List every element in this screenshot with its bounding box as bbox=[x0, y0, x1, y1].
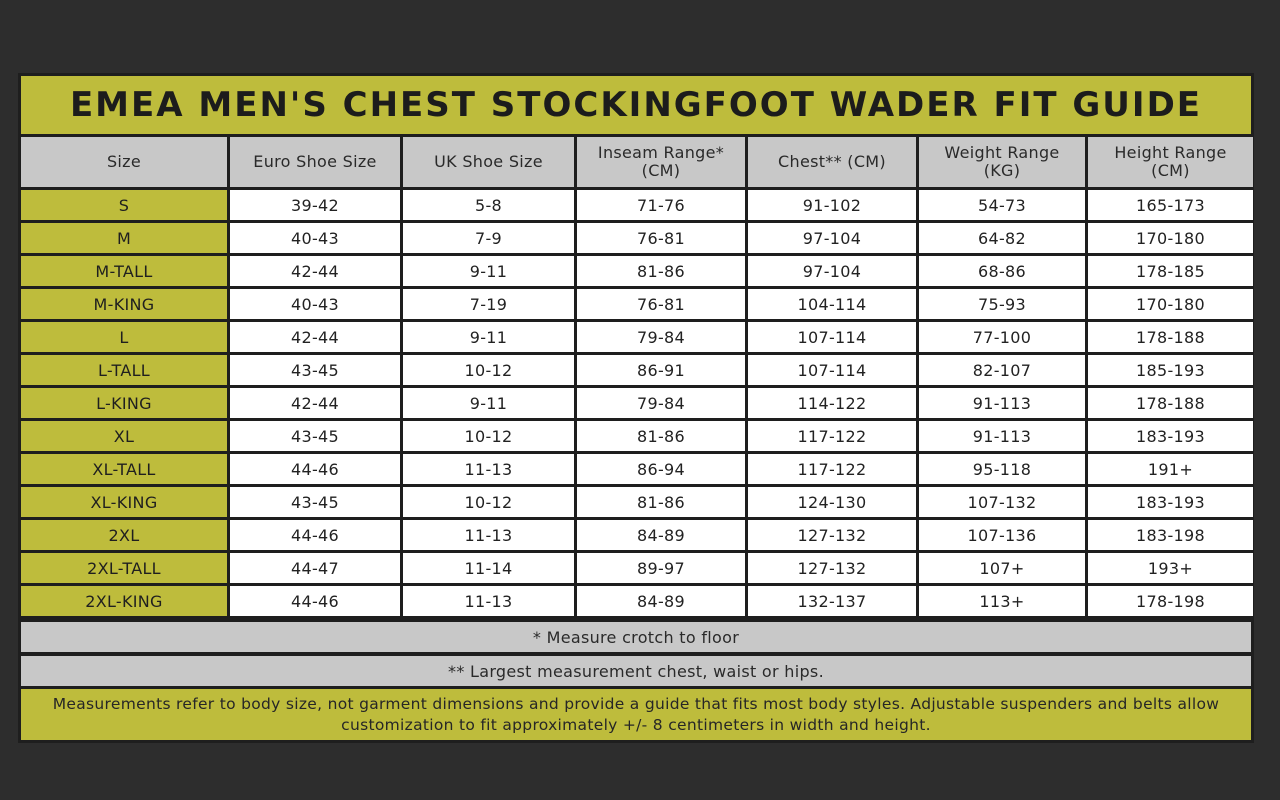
fit-guide bbox=[18, 73, 1254, 743]
chest-note: ** Largest measurement chest, waist or hips. bbox=[21, 656, 1251, 686]
cell-chest: 107-114 bbox=[748, 355, 916, 385]
cell-size: M-KING bbox=[21, 289, 227, 319]
cell-chest: 91-102 bbox=[748, 190, 916, 220]
cell-uk-shoe-size: 10-12 bbox=[403, 355, 574, 385]
cell-height-range: 183-193 bbox=[1088, 487, 1253, 517]
cell-euro-shoe-size: 43-45 bbox=[230, 355, 400, 385]
cell-weight-range: 54-73 bbox=[919, 190, 1085, 220]
cell-euro-shoe-size: 43-45 bbox=[230, 487, 400, 517]
cell-chest: 127-132 bbox=[748, 553, 916, 583]
cell-weight-range: 82-107 bbox=[919, 355, 1085, 385]
cell-chest: 117-122 bbox=[748, 421, 916, 451]
header-inseam-range: Inseam Range* (CM) bbox=[577, 137, 745, 187]
table-row bbox=[21, 190, 1253, 220]
header-chest: Chest** (CM) bbox=[748, 137, 916, 187]
cell-size: XL-KING bbox=[21, 487, 227, 517]
table-row bbox=[21, 256, 1253, 286]
cell-size: 2XL-TALL bbox=[21, 553, 227, 583]
cell-chest: 114-122 bbox=[748, 388, 916, 418]
cell-euro-shoe-size: 44-46 bbox=[230, 454, 400, 484]
cell-uk-shoe-size: 10-12 bbox=[403, 421, 574, 451]
cell-inseam-range: 86-91 bbox=[577, 355, 745, 385]
inseam-note: * Measure crotch to floor bbox=[21, 622, 1251, 652]
disclaimer-line-2: customization to fit approximately +/- 8 centimeters in width and height. bbox=[341, 715, 931, 734]
header-weight-range: Weight Range (KG) bbox=[919, 137, 1085, 187]
cell-weight-range: 91-113 bbox=[919, 388, 1085, 418]
cell-weight-range: 68-86 bbox=[919, 256, 1085, 286]
cell-height-range: 165-173 bbox=[1088, 190, 1253, 220]
table-row bbox=[21, 520, 1253, 550]
table-row bbox=[21, 553, 1253, 583]
cell-uk-shoe-size: 11-13 bbox=[403, 454, 574, 484]
cell-uk-shoe-size: 9-11 bbox=[403, 322, 574, 352]
cell-size: XL-TALL bbox=[21, 454, 227, 484]
cell-chest: 97-104 bbox=[748, 223, 916, 253]
cell-weight-range: 75-93 bbox=[919, 289, 1085, 319]
table-row bbox=[21, 289, 1253, 319]
cell-height-range: 183-193 bbox=[1088, 421, 1253, 451]
disclaimer-line-1: Measurements refer to body size, not garment dimensions and provide a guide that fits most body styles. Adjustable suspenders and belts allow bbox=[52, 694, 1220, 713]
table-row bbox=[21, 421, 1253, 451]
table-row bbox=[21, 487, 1253, 517]
cell-inseam-range: 71-76 bbox=[577, 190, 745, 220]
cell-size: XL bbox=[21, 421, 227, 451]
cell-euro-shoe-size: 43-45 bbox=[230, 421, 400, 451]
cell-euro-shoe-size: 40-43 bbox=[230, 289, 400, 319]
cell-inseam-range: 89-97 bbox=[577, 553, 745, 583]
table-row bbox=[21, 388, 1253, 418]
cell-chest: 124-130 bbox=[748, 487, 916, 517]
cell-uk-shoe-size: 5-8 bbox=[403, 190, 574, 220]
page-title: EMEA MEN'S CHEST STOCKINGFOOT WADER FIT GUIDE bbox=[21, 76, 1251, 134]
table-row bbox=[21, 586, 1253, 616]
cell-height-range: 178-188 bbox=[1088, 322, 1253, 352]
cell-chest: 127-132 bbox=[748, 520, 916, 550]
cell-weight-range: 107-136 bbox=[919, 520, 1085, 550]
cell-euro-shoe-size: 44-46 bbox=[230, 586, 400, 616]
header-uk-shoe-size: UK Shoe Size bbox=[403, 137, 574, 187]
cell-uk-shoe-size: 11-13 bbox=[403, 520, 574, 550]
cell-inseam-range: 86-94 bbox=[577, 454, 745, 484]
cell-height-range: 178-185 bbox=[1088, 256, 1253, 286]
cell-size: M-TALL bbox=[21, 256, 227, 286]
cell-size: L-KING bbox=[21, 388, 227, 418]
cell-chest: 104-114 bbox=[748, 289, 916, 319]
cell-inseam-range: 79-84 bbox=[577, 322, 745, 352]
cell-chest: 107-114 bbox=[748, 322, 916, 352]
table-row bbox=[21, 355, 1253, 385]
cell-euro-shoe-size: 44-47 bbox=[230, 553, 400, 583]
table-row bbox=[21, 223, 1253, 253]
cell-height-range: 170-180 bbox=[1088, 289, 1253, 319]
cell-uk-shoe-size: 9-11 bbox=[403, 388, 574, 418]
cell-size: L bbox=[21, 322, 227, 352]
cell-euro-shoe-size: 42-44 bbox=[230, 388, 400, 418]
cell-uk-shoe-size: 11-13 bbox=[403, 586, 574, 616]
cell-euro-shoe-size: 40-43 bbox=[230, 223, 400, 253]
cell-euro-shoe-size: 42-44 bbox=[230, 322, 400, 352]
cell-euro-shoe-size: 44-46 bbox=[230, 520, 400, 550]
cell-size: 2XL-KING bbox=[21, 586, 227, 616]
cell-euro-shoe-size: 39-42 bbox=[230, 190, 400, 220]
cell-weight-range: 64-82 bbox=[919, 223, 1085, 253]
header-euro-shoe-size: Euro Shoe Size bbox=[230, 137, 400, 187]
table-header-row bbox=[21, 137, 1253, 187]
cell-height-range: 178-188 bbox=[1088, 388, 1253, 418]
cell-weight-range: 91-113 bbox=[919, 421, 1085, 451]
measurement-disclaimer bbox=[21, 689, 1251, 740]
cell-euro-shoe-size: 42-44 bbox=[230, 256, 400, 286]
cell-height-range: 191+ bbox=[1088, 454, 1253, 484]
cell-weight-range: 107+ bbox=[919, 553, 1085, 583]
cell-uk-shoe-size: 7-19 bbox=[403, 289, 574, 319]
cell-height-range: 193+ bbox=[1088, 553, 1253, 583]
cell-inseam-range: 76-81 bbox=[577, 289, 745, 319]
header-size: Size bbox=[21, 137, 227, 187]
cell-inseam-range: 79-84 bbox=[577, 388, 745, 418]
cell-inseam-range: 76-81 bbox=[577, 223, 745, 253]
cell-inseam-range: 81-86 bbox=[577, 256, 745, 286]
cell-uk-shoe-size: 7-9 bbox=[403, 223, 574, 253]
cell-weight-range: 77-100 bbox=[919, 322, 1085, 352]
cell-uk-shoe-size: 9-11 bbox=[403, 256, 574, 286]
cell-height-range: 185-193 bbox=[1088, 355, 1253, 385]
cell-size: L-TALL bbox=[21, 355, 227, 385]
cell-size: S bbox=[21, 190, 227, 220]
header-height-range: Height Range (CM) bbox=[1088, 137, 1253, 187]
cell-height-range: 170-180 bbox=[1088, 223, 1253, 253]
cell-uk-shoe-size: 10-12 bbox=[403, 487, 574, 517]
table-body bbox=[21, 190, 1253, 616]
cell-chest: 132-137 bbox=[748, 586, 916, 616]
cell-inseam-range: 84-89 bbox=[577, 586, 745, 616]
cell-inseam-range: 81-86 bbox=[577, 421, 745, 451]
cell-height-range: 178-198 bbox=[1088, 586, 1253, 616]
cell-chest: 117-122 bbox=[748, 454, 916, 484]
cell-weight-range: 113+ bbox=[919, 586, 1085, 616]
cell-chest: 97-104 bbox=[748, 256, 916, 286]
cell-uk-shoe-size: 11-14 bbox=[403, 553, 574, 583]
cell-height-range: 183-198 bbox=[1088, 520, 1253, 550]
cell-inseam-range: 84-89 bbox=[577, 520, 745, 550]
table-row bbox=[21, 322, 1253, 352]
table-row bbox=[21, 454, 1253, 484]
cell-size: M bbox=[21, 223, 227, 253]
cell-weight-range: 107-132 bbox=[919, 487, 1085, 517]
cell-size: 2XL bbox=[21, 520, 227, 550]
cell-inseam-range: 81-86 bbox=[577, 487, 745, 517]
cell-weight-range: 95-118 bbox=[919, 454, 1085, 484]
size-table bbox=[18, 134, 1256, 619]
